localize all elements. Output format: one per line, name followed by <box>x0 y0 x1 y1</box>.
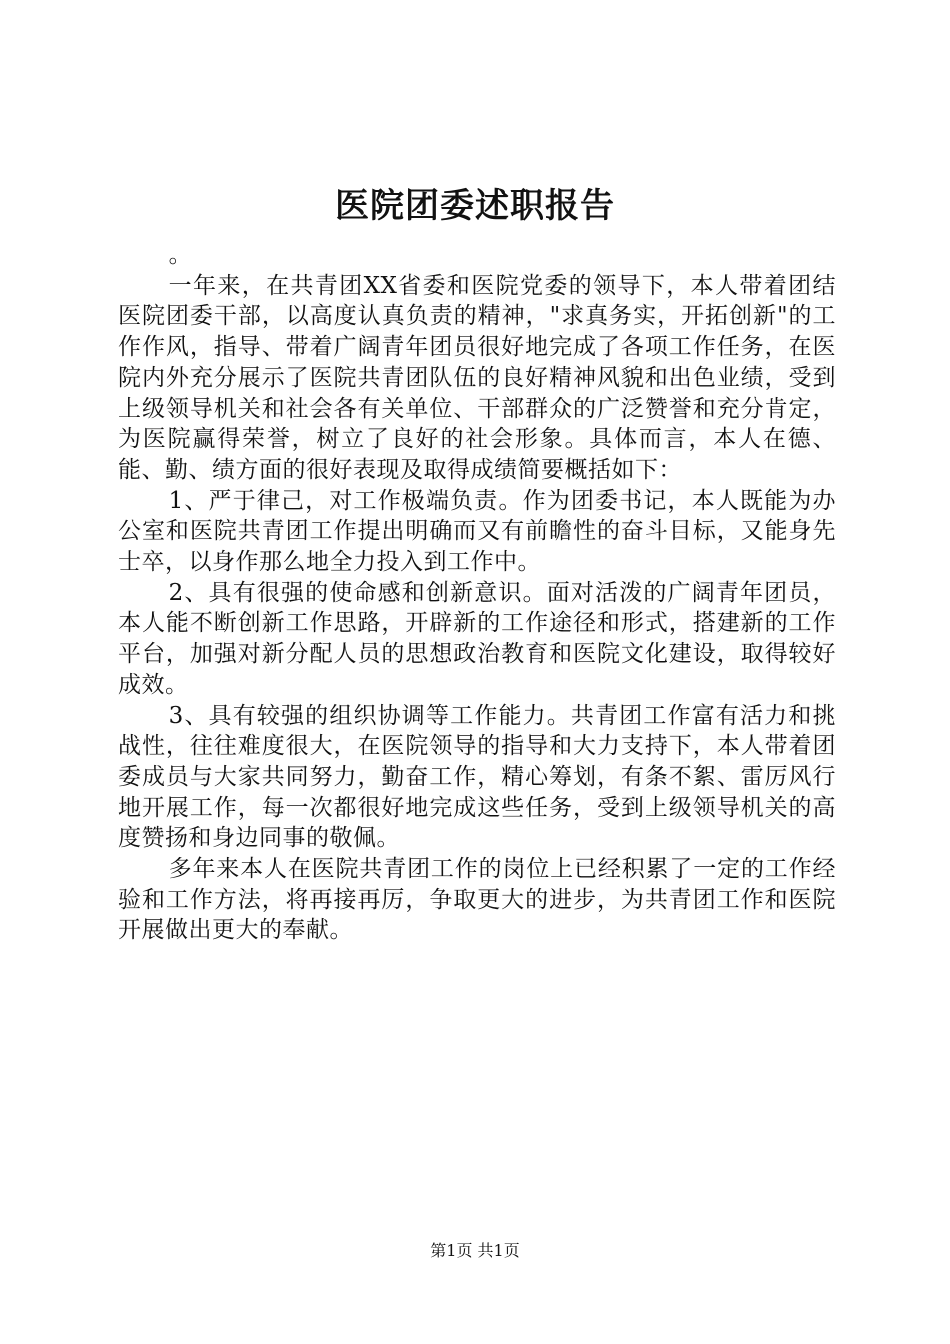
paragraph-point-1: 1、严于律己，对工作极端负责。作为团委书记，本人既能为办公室和医院共青团工作提出明确而又有前瞻性的奋斗目标，又能身先士卒，以身作那么地全力投入到工作中。 <box>118 487 836 576</box>
paragraph-point-3: 3、具有较强的组织协调等工作能力。共青团工作富有活力和挑战性，往往难度很大，在医院领导的指导和大力支持下，本人带着团委成员与大家共同努力，勤奋工作，精心筹划，有条不絮、雷厉风行地开展工作，每一次都很好地完成这些任务，受到上级领导机关的高度赞扬和身边同事的敬佩。 <box>118 702 836 852</box>
document-body <box>118 240 836 946</box>
paragraph-overview: 一年来，在共青团XX省委和医院党委的领导下，本人带着团结医院团委干部，以高度认真负责的精神，"求真务实，开拓创新"的工作作风，指导、带着广阔青年团员很好地完成了各项工作任务，在医院内外充分展示了医院共青团队伍的良好精神风貌和出色业绩，受到上级领导机关和社会各有关单位、干部群众的广泛赞誉和充分肯定，为医院赢得荣誉，树立了良好的社会形象。具体而言，本人在德、能、勤、绩方面的很好表现及取得成绩简要概括如下： <box>118 272 836 483</box>
paragraph-intro-mark: 。 <box>168 242 193 268</box>
page-footer: 第1页 共1页 <box>430 1241 520 1260</box>
paragraph-conclusion: 多年来本人在医院共青团工作的岗位上已经积累了一定的工作经验和工作方法，将再接再厉，争取更大的进步，为共青团工作和医院开展做出更大的奉献。 <box>118 856 836 944</box>
paragraph-point-2: 2、具有很强的使命感和创新意识。面对活泼的广阔青年团员，本人能不断创新工作思路，开辟新的工作途径和形式，搭建新的工作平台，加强对新分配人员的思想政治教育和医院文化建设，取得较好成效。 <box>118 579 836 698</box>
document-title: 医院团委述职报告 <box>335 186 615 226</box>
